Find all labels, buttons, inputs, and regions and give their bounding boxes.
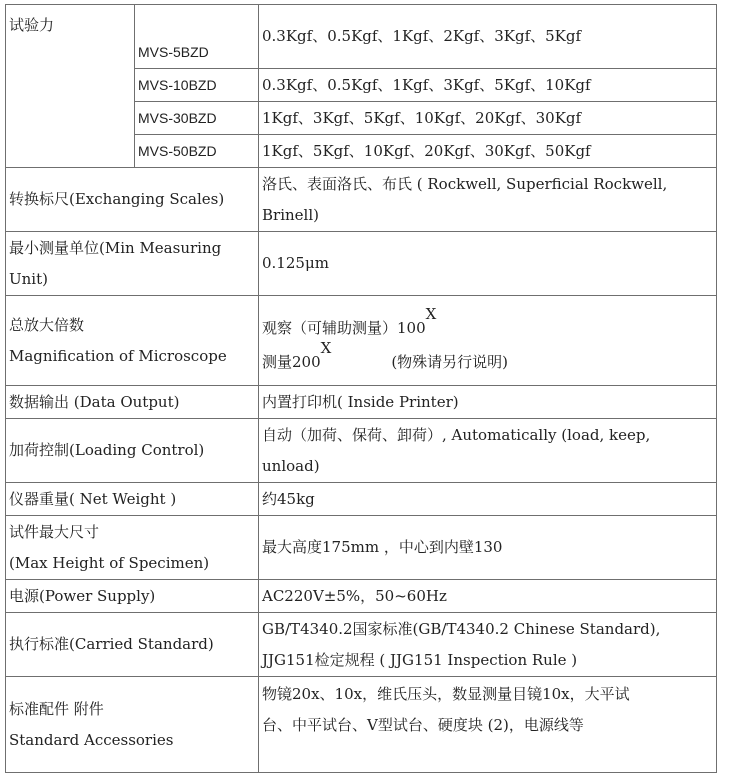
row-label: 加荷控制(Loading Control)	[6, 419, 259, 483]
row-value: 物镜20x、10x，维氏压头，数显测量目镜10x，大平试 台、中平试台、V型试台、硬度块 (2)，电源线等	[259, 677, 717, 773]
row-value: 0.125μm	[259, 232, 717, 296]
table-row	[6, 232, 717, 296]
row-label: 转换标尺(Exchanging Scales)	[6, 168, 259, 232]
table-row	[6, 677, 717, 773]
row-label: 数据输出 (Data Output)	[6, 386, 259, 419]
row-value: GB/T4340.2国家标准(GB/T4340.2 Chinese Standard), JJG151检定规程 ( JJG151 Inspection Rule )	[259, 613, 717, 677]
row-label: 电源(Power Supply)	[6, 580, 259, 613]
row-label: 试件最大尺寸 (Max Height of Specimen)	[6, 516, 259, 580]
table-row	[6, 419, 717, 483]
table-row	[6, 5, 717, 69]
force-values: 0.3Kgf、0.5Kgf、1Kgf、2Kgf、3Kgf、5Kgf	[259, 5, 717, 69]
row-value: AC220V±5%，50~60Hz	[259, 580, 717, 613]
model-cell: MVS-30BZD	[135, 102, 259, 135]
force-values: 1Kgf、3Kgf、5Kgf、10Kgf、20Kgf、30Kgf	[259, 102, 717, 135]
row-label: 仪器重量( Net Weight )	[6, 483, 259, 516]
table-row	[6, 580, 717, 613]
model-cell: MVS-5BZD	[135, 5, 259, 69]
spec-table	[5, 4, 717, 773]
force-values: 0.3Kgf、0.5Kgf、1Kgf、3Kgf、5Kgf、10Kgf	[259, 69, 717, 102]
row-value: 洛氏、表面洛氏、布氏 ( Rockwell, Superficial Rockwell, Brinell)	[259, 168, 717, 232]
model-cell: MVS-10BZD	[135, 69, 259, 102]
model-cell: MVS-50BZD	[135, 135, 259, 168]
table-row	[6, 613, 717, 677]
row-label: 标准配件 附件 Standard Accessories	[6, 677, 259, 773]
row-value: 约45kg	[259, 483, 717, 516]
table-row	[6, 483, 717, 516]
row-label: 总放大倍数 Magnification of Microscope	[6, 296, 259, 386]
row-label: 执行标准(Carried Standard)	[6, 613, 259, 677]
row-value: 最大高度175mm ，中心到内壁130	[259, 516, 717, 580]
row-value: 自动（加荷、保荷、卸荷）, Automatically (load, keep, unload)	[259, 419, 717, 483]
table-row	[6, 516, 717, 580]
test-force-label: 试验力	[6, 5, 135, 168]
table-row	[6, 168, 717, 232]
force-values: 1Kgf、5Kgf、10Kgf、20Kgf、30Kgf、50Kgf	[259, 135, 717, 168]
row-value: 观察（可辅助测量）100X 测量200X(物殊请另行说明)	[259, 296, 717, 386]
row-value: 内置打印机( Inside Printer)	[259, 386, 717, 419]
table-row	[6, 296, 717, 386]
table-row	[6, 386, 717, 419]
row-label: 最小测量单位(Min Measuring Unit)	[6, 232, 259, 296]
